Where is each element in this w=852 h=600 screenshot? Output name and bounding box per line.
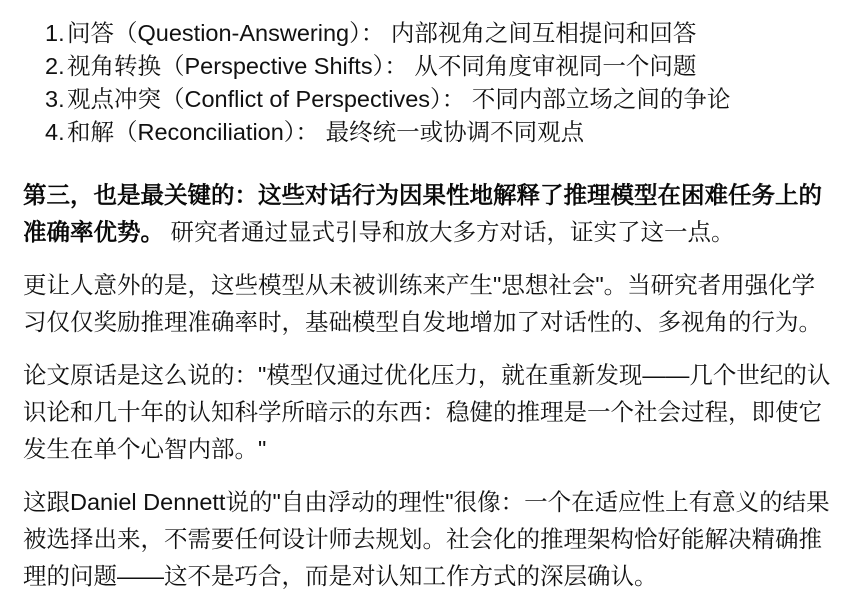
list-item-reconciliation (45, 116, 833, 149)
paragraph-surprising-result: 更让人意外的是，这些模型从未被训练来产生"思想社会"。当研究者用强化学习仅仅奖励推理准确率时，基础模型自发地增加了对话性的、多视角的行为。 (23, 272, 822, 335)
list-item-qa (45, 17, 833, 50)
paragraph-dennett-analogy: 这跟Daniel Dennett说的"自由浮动的理性"很像：一个在适应性上有意义的结果被选择出来，不需要任何设计师去规划。社会化的推理架构恰好能解决精确推理的问题——这不是巧合，而是对认知工作方式的深层确认。 (23, 489, 830, 589)
list-item-text: 观点冲突（Conflict of Perspectives）： 不同内部立场之间的争论 (67, 86, 731, 112)
paragraph-key-finding (23, 177, 833, 251)
list-item-number: 4. (45, 119, 65, 145)
paragraph-paper-quote: 论文原话是这么说的："模型仅通过优化压力，就在重新发现——几个世纪的认识论和几十年的认知科学所暗示的东西：稳健的推理是一个社会过程，即使它发生在单个心智内部。" (23, 362, 831, 462)
list-item-perspective-shifts (45, 50, 833, 83)
list-item-number: 2. (45, 53, 65, 79)
list-item-conflict (45, 83, 833, 116)
dialogue-behavior-list (23, 17, 833, 149)
list-item-number: 1. (45, 20, 65, 46)
key-finding-rest-text: 研究者通过显式引导和放大多方对话，证实了这一点。 (164, 219, 735, 245)
key-finding-bold-text: 第三，也是最关键的：这些对话行为因果性地解释了推理模型在困难任务上的准确率优势。 (23, 182, 822, 245)
list-item-text: 问答（Question-Answering）： 内部视角之间互相提问和回答 (67, 20, 697, 46)
list-item-number: 3. (45, 86, 65, 112)
list-item-text: 视角转换（Perspective Shifts）： 从不同角度审视同一个问题 (67, 53, 697, 79)
list-item-text: 和解（Reconciliation）： 最终统一或协调不同观点 (67, 119, 585, 145)
